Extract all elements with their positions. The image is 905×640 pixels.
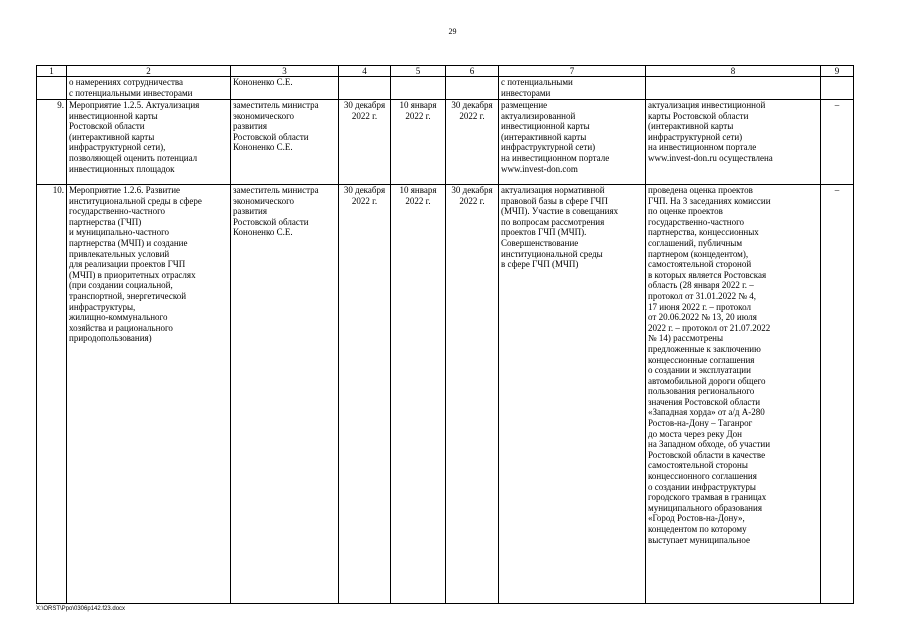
cell-line: пользования регионального [648,386,755,397]
cell-line: (интерактивной карты [69,131,155,142]
table-cell-c5 [391,100,446,185]
cell-line: «Западная хорда» от а/д А-280 [648,407,765,418]
cell-line: (интерактивной карты [648,121,734,132]
cell-line: о намерениях сотрудничества [69,77,184,87]
cell-line: о создании инфраструктуры [648,481,756,492]
cell-line: партнерства (ГЧП) [69,216,142,227]
cell-line: 30 декабря [451,185,493,195]
cell-line: (при создании социальной, [69,280,173,291]
table-cell-c4 [339,77,391,100]
table-cell-c9 [821,100,854,185]
cell-line: Ростовской области в качестве [648,449,766,460]
table-cell-c9 [821,77,854,100]
table-cell-c2 [67,100,231,185]
cell-line: самостоятельной стороной [648,259,752,270]
cell-line: www.invest-don.ru осуществлена [648,152,773,163]
cell-line: выступает муниципальное [648,534,750,545]
cell-line: по вопросам рассмотрения [501,216,605,227]
cell-line: на инвестиционном портале [648,142,757,153]
cell-line: 2022 г. [459,195,485,206]
table-cell-c6 [446,185,499,604]
cell-line: по оценке проектов [648,206,723,217]
cell-line: заместитель министра [233,100,319,110]
cell-line: на инвестиционном портале [501,152,610,163]
cell-line: – [834,100,840,110]
cell-line: от 20.06.2022 № 13, 20 июля [648,312,757,323]
cell-line: Совершенствование [501,237,579,248]
cell-line: инвесторами [501,87,551,98]
cell-line: государственно-частного [69,206,166,217]
cell-line: в которых является Ростовская [648,269,767,280]
cell-line: ГЧП. На 3 заседаниях комиссии [648,195,771,206]
table-row [37,77,854,100]
table-cell-c3 [231,100,339,185]
cell-line: с потенциальными [501,77,573,87]
cell-line: Кононенко С.Е. [233,227,293,238]
cell-line: природопользования) [69,333,152,344]
cell-line: – [834,185,840,195]
cell-line: Ростовской области [69,121,145,132]
table-cell-c6 [446,77,499,100]
cell-line: 2022 г. [459,110,485,121]
cell-line: проектов ГЧП (МЧП). [501,227,587,238]
cell-line: инфраструктурной сети) [648,131,743,142]
cell-line: партнерства (МЧП) и создание [69,237,188,248]
table-cell-c8 [646,185,821,604]
cell-line: развития [233,206,268,217]
cell-line: концессионного соглашения [648,471,757,482]
header-cell: 7 [499,66,646,77]
table-cell-c7 [499,100,646,185]
header-cell: 4 [339,66,391,77]
cell-line: Ростовской области [233,216,309,227]
cell-line: в сфере ГЧП (МЧП) [501,259,579,270]
table-cell-c2 [67,77,231,100]
cell-line: инвестиционной карты [501,121,590,132]
cell-line: (интерактивной карты [501,131,587,142]
cell-line: транспортной, энергетической [69,290,187,301]
report-table [36,65,854,604]
table-cell-c5 [391,185,446,604]
header-cell: 5 [391,66,446,77]
header-cell: 2 [67,66,231,77]
cell-line: 2022 г. [405,110,431,121]
cell-line: 10. [52,185,64,195]
cell-line: протокол от 31.01.2022 № 4, [648,290,756,301]
cell-line: значения Ростовской области [648,396,761,407]
cell-line: Мероприятие 1.2.6. Развитие [69,185,181,195]
cell-line: инфраструктурной сети) [501,142,596,153]
table-cell-c7 [499,185,646,604]
header-row [37,66,854,77]
cell-line: концессионные соглашения [648,354,755,365]
cell-line: Кононенко С.Е. [233,142,293,153]
cell-line: институциональной среды [501,248,603,259]
cell-line: привлекательных условий [69,248,170,259]
cell-line: Ростов-на-Дону – Таганрог [648,418,753,429]
table-cell-c8 [646,77,821,100]
header-cell: 9 [821,66,854,77]
cell-line: о создании и эксплуатации [648,365,751,376]
cell-line: 17 июня 2022 г. – протокол [648,301,751,312]
header-cell: 8 [646,66,821,77]
cell-line: 30 декабря [343,100,386,110]
cell-line: область (28 января 2022 г. – [648,280,754,291]
cell-line: для реализации проектов ГЧП [69,259,186,270]
cell-line: Ростовской области [233,131,309,142]
header-cell: 3 [231,66,339,77]
cell-line: актуализация инвестиционной [648,100,766,110]
table-cell-c4 [339,185,391,604]
cell-line: Мероприятие 1.2.5. Актуализация [69,100,200,110]
cell-line: государственно-частного [648,216,745,227]
cell-line: актуализированной [501,110,576,121]
table-row [37,100,854,185]
cell-line: инвестиционных площадок [69,163,175,174]
cell-line: до моста через реку Дон [648,428,742,439]
cell-line: жилищно-коммунального [69,312,168,323]
table-cell-c3 [231,185,339,604]
table-cell-c7 [499,77,646,100]
cell-line: 30 декабря [343,185,386,195]
cell-line: экономического [233,195,295,206]
cell-line: на Западном обходе, об участии [648,439,771,450]
cell-line: с потенциальными инвесторами [69,87,193,98]
cell-line: и муниципально-частного [69,227,170,238]
cell-line: размещение [501,100,548,110]
cell-line: 30 декабря [451,100,493,110]
table-cell-c1 [37,185,67,604]
table-cell-c4 [339,100,391,185]
cell-line: «Город Ростов-на-Дону», [648,513,745,524]
cell-line: инвестиционной карты [69,110,158,121]
cell-line: 2022 г. – протокол от 21.07.2022 [648,322,771,333]
cell-line: 2022 г. [351,195,378,206]
cell-line: заместитель министра [233,185,319,195]
cell-line: институциональной среды в сфере [69,195,202,206]
file-path-footer: X:\ORST\Ppo\0306p142.f23.docx [36,606,126,612]
cell-line: развития [233,121,268,132]
header-cell: 1 [37,66,67,77]
cell-line: партнерства, концессионных [648,227,759,238]
cell-line: автомобильной дороги общего [648,375,766,386]
table-cell-c3 [231,77,339,100]
cell-line: позволяющей оценить потенциал [69,152,198,163]
cell-line: (МЧП) в приоритетных отраслях [69,269,196,280]
table-row [37,185,854,604]
table-cell-c8 [646,100,821,185]
cell-line: актуализация нормативной [501,185,605,195]
cell-line: предложенные к заключению [648,343,761,354]
cell-line: концедентом по которому [648,524,747,534]
cell-line: соглашений, публичным [648,237,743,248]
cell-line: городского трамвая в границах [648,492,767,503]
cell-line: инфраструктуры, [69,301,136,312]
cell-line: инфраструктурной сети), [69,142,166,153]
table-cell-c1 [37,77,67,100]
page-number: 29 [448,27,457,36]
cell-line: самостоятельной стороны [648,460,748,471]
table-cell-c1 [37,100,67,185]
cell-line: Кононенко С.Е. [233,77,293,87]
cell-line: (МЧП). Участие в совещаниях [501,206,619,217]
cell-line: 10 января [399,185,437,195]
cell-line: № 14) рассмотрены [648,333,724,344]
cell-line: партнером (концедентом), [648,248,749,259]
cell-line: 9. [57,100,64,110]
cell-line: 10 января [399,100,437,110]
cell-line: www.invest-don.com [501,163,578,174]
cell-line: 2022 г. [351,110,378,121]
cell-line: 2022 г. [405,195,431,206]
cell-line: карты Ростовской области [648,110,749,121]
cell-line: хозяйства и рационального [69,322,173,333]
table-cell-c6 [446,100,499,185]
table-cell-c5 [391,77,446,100]
header-cell: 6 [446,66,499,77]
cell-line: муниципального образования [648,502,762,513]
cell-line: проведена оценка проектов [648,185,753,195]
cell-line: экономического [233,110,295,121]
table-cell-c2 [67,185,231,604]
table-cell-c9 [821,185,854,604]
cell-line: правовой базы в сфере ГЧП [501,195,608,206]
